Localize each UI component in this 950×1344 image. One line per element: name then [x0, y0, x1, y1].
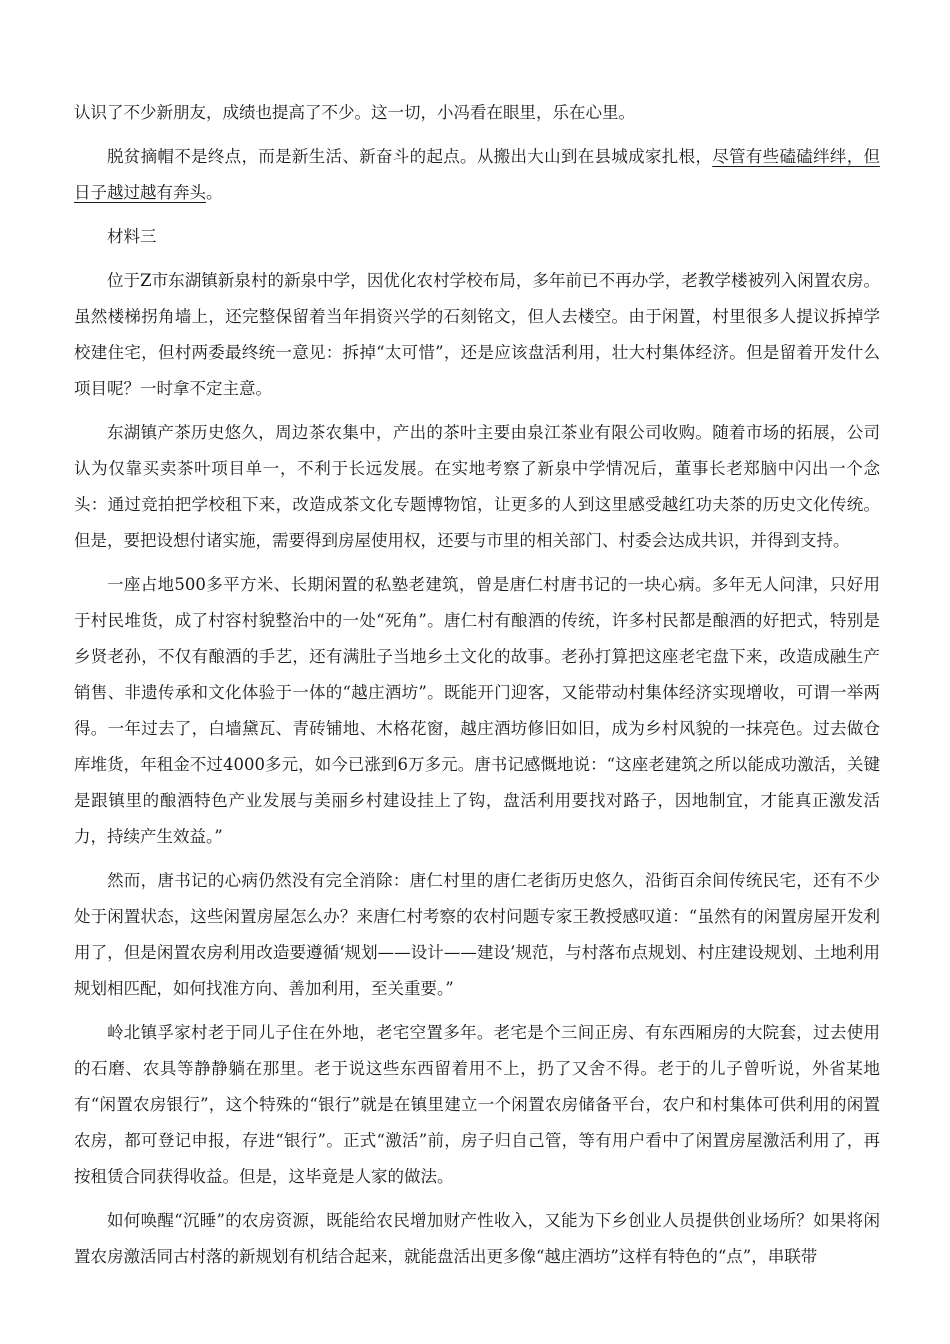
paragraph-poverty-conclusion — [74, 139, 880, 211]
paragraph-xinquan-school: 位于Z市东湖镇新泉村的新泉中学，因优化农村学校布局，多年前已不再办学，老教学楼被列入闲置农房。虽然楼梯拐角墙上，还完整保留着当年捐资兴学的石刻铭文，但人去楼空。由于闲置，村里很多人提议拆掉学校建住宅，但村两委最终统一意见：拆掉“太可惜”，还是应该盘活利用，壮大村集体经济。但是留着开发什么项目呢？一时拿不定主意。 — [74, 271, 880, 398]
paragraph-housing-bank: 岭北镇孚家村老于同儿子住在外地，老宅空置多年。老宅是个三间正房、有东西厢房的大院套，过去使用的石磨、农具等静静躺在那里。老于说这些东西留着用不上，扔了又舍不得。老于的儿子曾听说，外省某地有“闲置农房银行”，这个特殊的“银行”就是在镇里建立一个闲置农房储备平台，农户和村集体可供利用的闲置农房，都可登记申报，存进“银行”。正式“激活”前，房子归自己管，等有用户看中了闲置房屋激活利用了，再按租赁合同获得收益。但是，这毕竟是人家的做法。 — [74, 1023, 880, 1186]
underlined-sentence: 尽管有些磕磕绊绊，但日子越过越有奔头 — [74, 147, 881, 202]
paragraph-text: 脱贫摘帽不是终点，而是新生活、新奋斗的起点。从搬出大山到在县城成家扎根， — [107, 147, 713, 166]
paragraph-old-street: 然而，唐书记的心病仍然没有完全消除：唐仁村里的唐仁老街历史悠久，沿街百余间传统民宅，还有不少处于闲置状态，这些闲置房屋怎么办？来唐仁村考察的农村问题专家王教授感叹道：“虽然有的闲置房屋开发利用了，但是闲置农房利用改造要遵循‘规划——设计——建设’规范，与村落布点规划、村庄建设规划、土地利用规划相匹配，如何找准方向、善加利用，至关重要。” — [74, 871, 880, 998]
section-heading-material-three: 材料三 — [107, 227, 157, 246]
paragraph-yuezhuang-winery: 一座占地500多平方米、长期闲置的私塾老建筑，曾是唐仁村唐书记的一块心病。多年无人问津，只好用于村民堆货，成了村容村貌整治中的一处“死角”。唐仁村有酿酒的传统，许多村民都是酿酒的好把式，特别是乡贤老孙，不仅有酿酒的手艺，还有满肚子当地乡土文化的故事。老孙打算把这座老宅盘下来，改造成融生产销售、非遗传承和文化体验于一体的“越庄酒坊”。既能开门迎客，又能带动村集体经济实现增收，可谓一举两得。一年过去了，白墙黛瓦、青砖铺地、木格花窗，越庄酒坊修旧如旧，成为乡村风貌的一抹亮色。过去做仓库堆货，年租金不过4000多元，如今已涨到6万多元。唐书记感慨地说：“这座老建筑之所以能成功激活，关键是跟镇里的酿酒特色产业发展与美丽乡村建设挂上了钩，盘活利用要找对路子，因地制宜，才能真正激发活力，持续产生效益。” — [74, 575, 880, 846]
paragraph-continued: 认识了不少新朋友，成绩也提高了不少。这一切，小冯看在眼里，乐在心里。 — [74, 103, 635, 122]
paragraph-awaken-resources: 如何唤醒“沉睡”的农房资源，既能给农民增加财产性收入，又能为下乡创业人员提供创业场所？如果将闲置农房激活同古村落的新规划有机结合起来，就能盘活出更多像“越庄酒坊”这样有特色的“点”，串联带 — [74, 1211, 880, 1266]
paragraph-tea-museum: 东湖镇产茶历史悠久，周边茶农集中，产出的茶叶主要由泉江茶业有限公司收购。随着市场的拓展，公司认为仅靠买卖茶叶项目单一，不利于长远发展。在实地考察了新泉中学情况后，董事长老郑脑中闪出一个念头：通过竞拍把学校租下来，改造成茶文化专题博物馆，让更多的人到这里感受越红功夫茶的历史文化传统。但是，要把设想付诸实施，需要得到房屋使用权，还要与市里的相关部门、村委会达成共识，并得到支持。 — [74, 423, 880, 550]
document-page — [74, 95, 880, 1283]
paragraph-text-end: 。 — [206, 183, 223, 202]
